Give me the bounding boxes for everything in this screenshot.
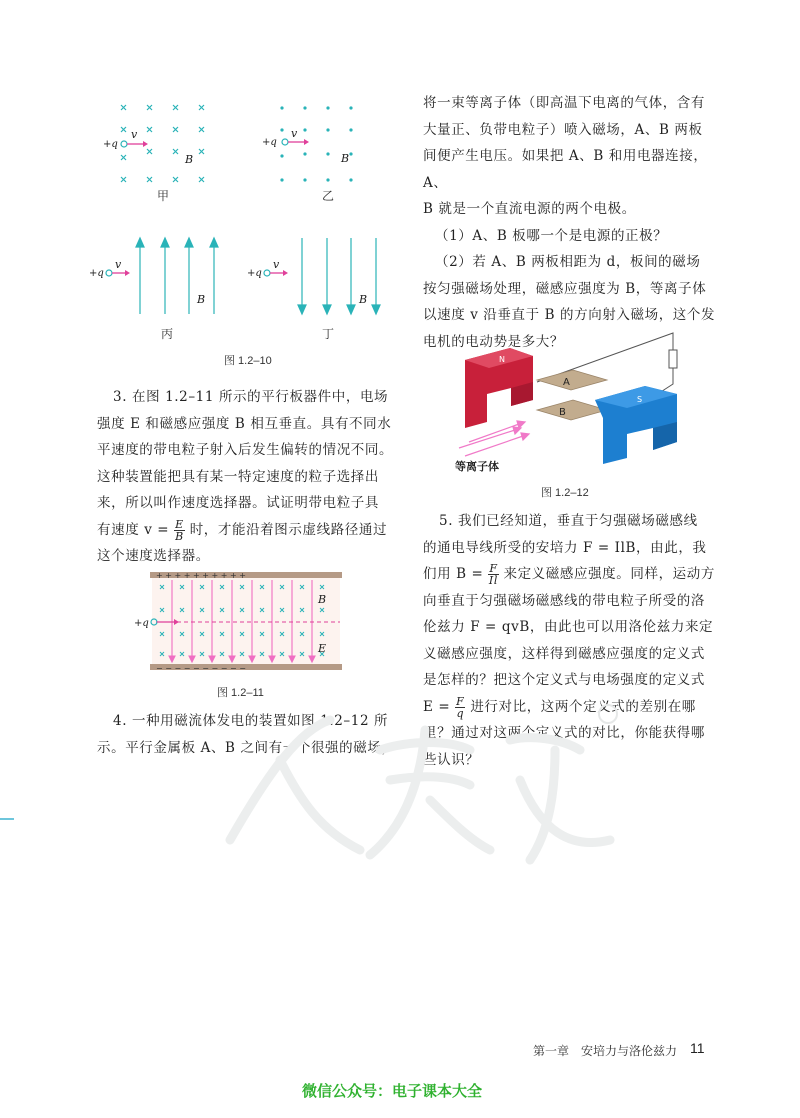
problem-3-line: 这种装置能把具有某一特定速度的粒子选择出 [97, 468, 379, 485]
figure-1-2-10 [89, 92, 405, 342]
problem-5-formula-post: 来定义磁感应强度。同样，运动方 [503, 566, 715, 582]
field-dots-yi [280, 106, 352, 181]
figure-1-2-12 [455, 330, 705, 475]
problem-5-line: 义磁感应强度，这样得到磁感应强度的定义式 [423, 645, 705, 662]
field-label-ding: B [359, 293, 368, 306]
problem-3-line: 强度 E 和磁感应强度 B 相互垂直。具有不同水 [97, 415, 392, 432]
page-edge-marker [0, 818, 14, 820]
problem-4-line: B 就是一个直流电源的两个电极。 [423, 201, 636, 217]
label-jia: 甲 [157, 189, 170, 203]
problem-5-line: 是怎样的？把这个定义式与电场强度的定义式 [423, 672, 705, 688]
plasma-label: 等离子体 [455, 460, 499, 473]
plate-a [537, 370, 607, 390]
problem-3 [97, 384, 397, 570]
registered-mark-icon [599, 705, 617, 723]
problem-3-line: 这个速度选择器。 [97, 548, 210, 564]
field-label-yi: B [341, 152, 350, 165]
problem-5-line: 里？通过对这两个定义式的对比，你能获得哪 [423, 725, 705, 741]
problem-3-line: 来，所以叫作速度选择器。试证明带电粒子具 [97, 495, 379, 511]
problem-5-formula-pre: E = [423, 698, 451, 715]
velocity-label-bing: v [115, 258, 122, 271]
problem-3-line: 平速度的带电粒子射入后发生偏转的情况不同。 [97, 442, 394, 458]
problem-3-formula-pre: 有速度 v = [97, 521, 170, 538]
magnet-s-label: S [637, 395, 643, 404]
problem-3-formula-line [97, 517, 397, 544]
problem-5-line: 5. 我们已经知道，垂直于匀强磁场磁感线 [439, 513, 698, 529]
charge-particle-yi [282, 139, 288, 145]
minus-signs: − − − − − − − − − − [156, 664, 246, 673]
problem-4-question-2: （2）若 A、B 两板相距为 d，板间的磁场 [435, 254, 701, 270]
fraction-numerator: F [489, 562, 498, 575]
charge-label-bing: +q [89, 268, 104, 279]
resistor [669, 350, 677, 368]
problem-4-line: 以速度 v 沿垂直于 B 的方向射入磁场，这个发 [423, 307, 716, 323]
magnet-s [595, 386, 677, 464]
velocity-label-yi: v [291, 127, 298, 140]
publisher-seal-watermark [210, 690, 630, 870]
problem-5-formula-post: 进行对比，这两个定义式的差别在哪 [470, 698, 696, 715]
label-ding: 丁 [322, 327, 335, 341]
fraction-numerator: F [456, 694, 465, 708]
field-label-bing: B [197, 293, 206, 306]
problem-5-line: 向垂直于匀强磁场磁感线的带电粒子所受的洛 [423, 592, 705, 609]
charge-label-jia: +q [103, 139, 118, 150]
problem-4-continued [423, 90, 723, 355]
problem-5-line: 的通电导线所受的安培力 F = IlB，由此，我 [423, 539, 707, 556]
problem-5-formula-pre: 们用 B = [423, 566, 484, 582]
fraction-f-over-il [488, 563, 498, 586]
problem-4-question-1: （1）A、B 板哪一个是电源的正极？ [435, 227, 668, 244]
problem-4-line: 4. 一种用磁流体发电的装置如图 1.2–12 所 [113, 713, 389, 729]
problem-4-line: 电机的电动势是多大？ [423, 333, 564, 350]
field-lines-bing [136, 238, 218, 314]
field-e-label: E [318, 642, 327, 655]
charge-label-ding: +q [247, 268, 262, 279]
charge-particle-bing [106, 270, 112, 276]
figure-1-2-12-caption: 图 1.2–12 [541, 487, 589, 499]
problem-4-line: 示。平行金属板 A、B 之间有一个很强的磁场， [97, 739, 396, 756]
wechat-watermark: 微信公众号：电子课本大全 [302, 1082, 483, 1100]
problem-4-line: 按匀强磁场处理，磁感应强度为 B，等离子体 [423, 280, 707, 297]
charge-particle-jia [121, 141, 127, 147]
field-label-jia: B [185, 153, 194, 166]
fraction-e-over-b [174, 519, 185, 542]
field-lines-ding [298, 238, 380, 314]
fraction-denominator: q [456, 706, 465, 720]
charge-label-yi: +q [262, 137, 277, 148]
figure-1-2-11-caption: 图 1.2–11 [217, 687, 264, 699]
label-bing: 丙 [161, 327, 174, 341]
plate-a-label: A [563, 377, 570, 388]
plus-signs: + + + + + + + + + + [156, 571, 246, 580]
magnet-n-label: N [499, 355, 505, 364]
plate-b-label: B [559, 407, 566, 418]
label-yi: 乙 [322, 189, 335, 203]
problem-3-formula-post: 时，才能沿着图示虚线路径通过 [189, 521, 388, 538]
page-number: 11 [690, 1040, 705, 1056]
problem-5-formula-line [423, 561, 723, 588]
problem-3-line: 3. 在图 1.2–11 所示的平行板器件中，电场 [113, 389, 389, 405]
field-b-label: B [318, 593, 327, 606]
figure-1-2-11 [134, 570, 354, 674]
velocity-label-jia: v [131, 128, 138, 141]
charge-label: +q [134, 618, 149, 629]
problem-5-line: 伦兹力 F = qvB，由此也可以用洛伦兹力来定 [423, 619, 714, 635]
problem-4-line: 大量正、负带电粒子）喷入磁场，A、B 两板 [423, 121, 703, 138]
fraction-denominator: B [175, 529, 184, 543]
problem-4-line: 将一束等离子体（即高温下电离的气体，含有 [423, 95, 705, 111]
figure-1-2-10-caption: 图 1.2–10 [224, 355, 272, 367]
chapter-footer: 第一章 安培力与洛伦兹力 [533, 1044, 678, 1058]
fraction-denominator: Il [488, 574, 498, 587]
problem-5-line: 些认识？ [423, 751, 480, 768]
fraction-numerator: E [175, 517, 184, 531]
velocity-label-ding: v [273, 258, 280, 271]
charge-particle-ding [264, 270, 270, 276]
problem-4-line: 间便产生电压。如果把 A、B 和用电器连接，A、 [423, 148, 708, 191]
